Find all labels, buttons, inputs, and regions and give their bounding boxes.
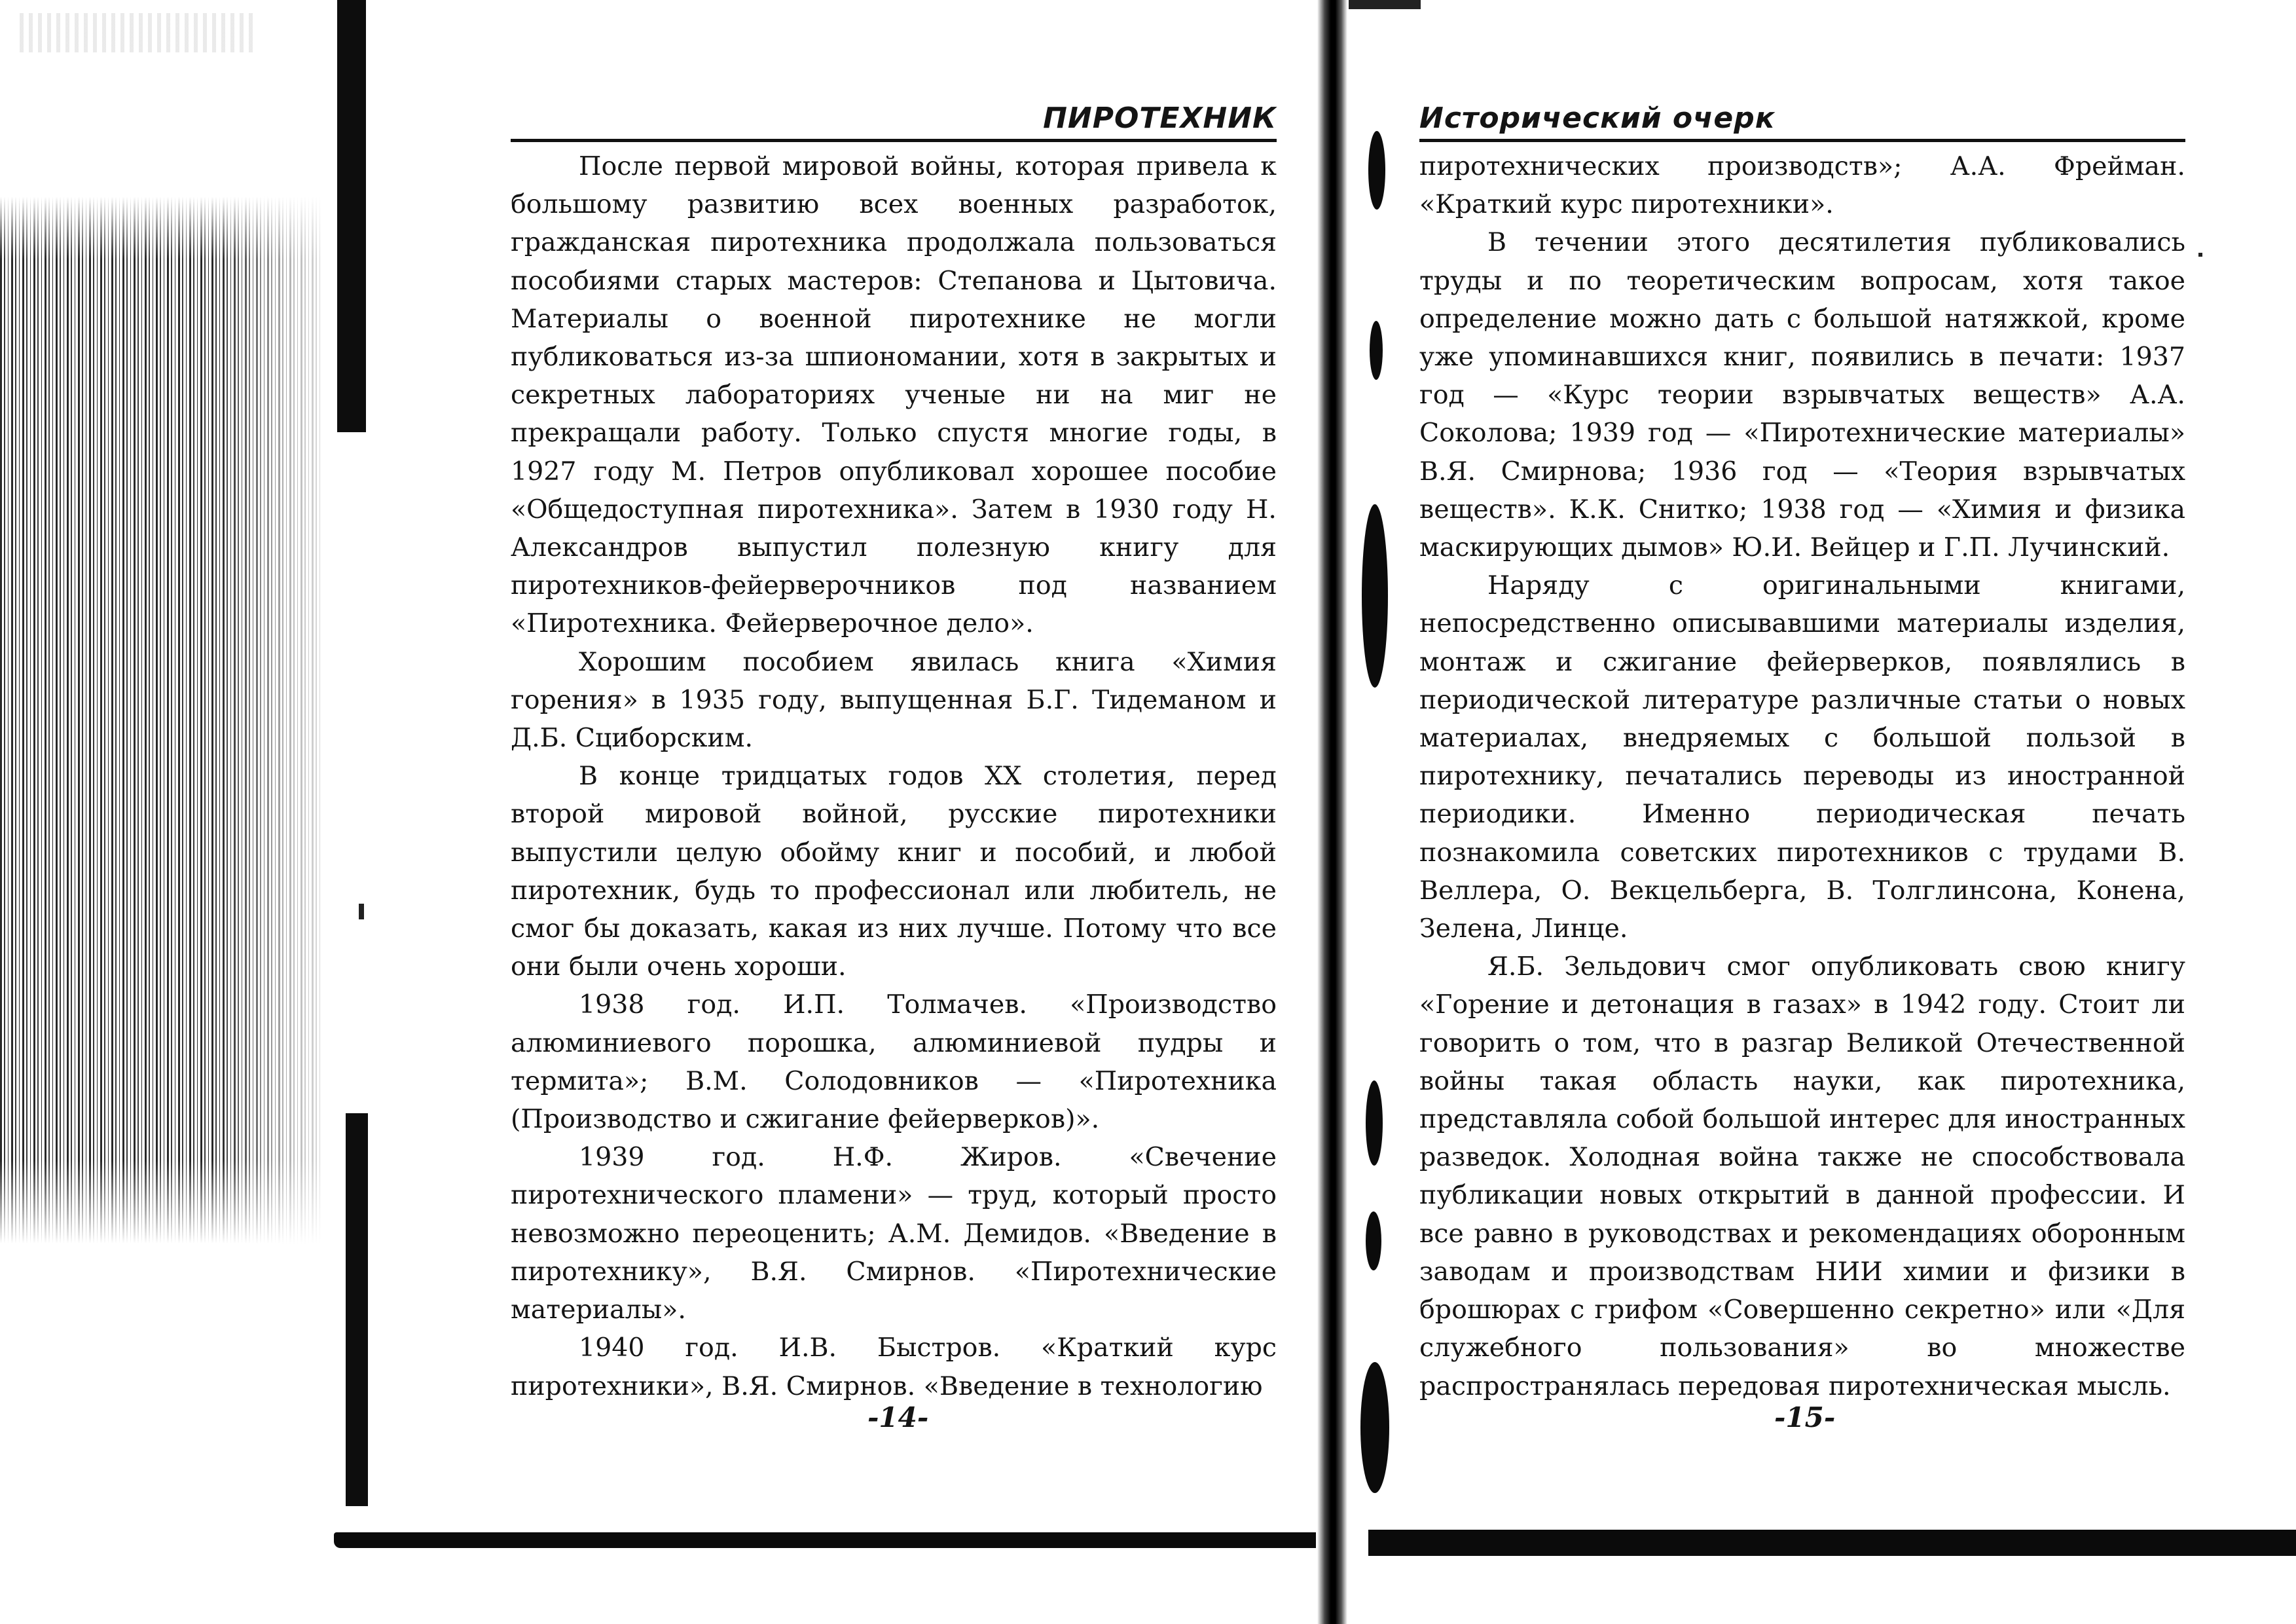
right-running-header: Исторический очерк (1419, 98, 2185, 142)
paragraph: Хорошим пособием явилась книга «Химия горения» в 1935 году, выпущенная Б.Г. Тидеманом и Д.Б. Сциборским. (511, 646, 1277, 754)
paragraph: 1939 год. Н.Ф. Жиров. «Свечение пиротехнического пламени» — труд, который просто невозможно переоценить; А.М. Демидов. «Введение в пиротехнику», В.Я. Смирнов. «Пиротехнические материалы». (511, 1142, 1277, 1325)
right-page-bottom-edge (1368, 1530, 2296, 1556)
paragraph: 1940 год. И.В. Быстров. «Краткий курс пиротехники», В.Я. Смирнов. «Введение в технологию (511, 1333, 1277, 1401)
left-page-number: -14- (867, 1401, 929, 1433)
spine-blot-2 (1370, 321, 1383, 380)
right-page (1419, 98, 2185, 1405)
spine-blot-4 (1366, 1080, 1383, 1166)
left-page-body (511, 147, 1277, 1405)
scan-edge-fade (0, 196, 354, 1244)
spine-blot-6 (1360, 1362, 1389, 1493)
paragraph: пиротехнических производств»; А.А. Фрейман. «Краткий курс пиротехники». (1419, 151, 2185, 220)
paragraph: В течении этого десятилетия публиковались труды и по теоретическим вопросам, хотя такое определение можно дать с большой натяжкой, кроме уже упоминавшихся книг, появились в печати: 1937 год — «Курс теории взрывчатых веществ» А.А. Соколова; 1939 год — «Пиротехнические материалы» В.Я. Смирнова; 1936 год — «Теория взрывчатых веществ». К.К. Снитко; 1938 год — «Химия и физика маскирующих дымов» Ю.И. Вейцер и Г.П. Лучинский. (1419, 227, 2185, 563)
left-page-edge-bar-top (337, 0, 366, 432)
spine-blot-5 (1366, 1211, 1381, 1270)
paragraph: Наряду с оригинальными книгами, непосредственно описывавшими материалы изделия, монтаж и сжигание фейерверков, появлялись в периодической литературе различные статьи о новых материалах, внедряемых с большой пользой в пиротехнику, печатались переводы из иностранной периодики. Именно периодическая печать познакомила советских пиротехников с трудами В. Веллера, О. Векцельберга, В. Толглинсона, Конена, Зелена, Линце. (1419, 570, 2185, 944)
left-page (511, 98, 1277, 1405)
scan-corner-noise (20, 13, 255, 52)
corner-mark-top (1349, 0, 1421, 9)
left-page-bottom-edge (334, 1532, 1316, 1548)
right-page-number: -15- (1774, 1401, 1836, 1433)
paragraph: После первой мировой войны, которая привела к большому развитию всех военных разработок, гражданская пиротехника продолжала пользоваться пособиями старых мастеров: Степанова и Цытовича. Материалы о военной пиротехнике не могли публиковаться из-за шпиономании, хотя в закрытых и секретных лабораториях ученые ни на миг не прекращали работу. Только спустя многие годы, в 1927 году М. Петров опубликовал хорошее пособие «Общедоступная пиротехника». Затем в 1930 году Н. Александров выпустил полезную книгу для пиротехников-фейерверочников под названием «Пиротехника. Фейерверочное дело». (511, 151, 1277, 639)
paragraph: 1938 год. И.П. Толмачев. «Производство алюминиевого порошка, алюминиевой пудры и термита»; В.М. Солодовников — «Пиротехника (Производство и сжигание фейерверков)». (511, 989, 1277, 1135)
book-spine-shadow (1317, 0, 1347, 1624)
spine-blot-1 (1368, 131, 1385, 210)
left-running-header: ПИРОТЕХНИК (511, 98, 1277, 142)
left-edge-tick (359, 904, 364, 919)
spine-blot-3 (1362, 504, 1388, 688)
right-edge-dot (2198, 253, 2202, 257)
paragraph: В конце тридцатых годов XX столетия, перед второй мировой войной, русские пиротехники выпустили целую обойму книг и пособий, и любой пиротехник, будь то профессионал или любитель, не смог бы доказать, какая из них лучше. Потому что все они были очень хороши. (511, 761, 1277, 982)
paragraph: Я.Б. Зельдович смог опубликовать свою книгу «Горение и детонация в газах» в 1942 году. Стоит ли говорить о том, что в разгар Великой Отечественной войны такая область науки, как пиротехника, представляла собой большой интерес для иностранных разведок. Холодная война также не способствовала публикации новых открытий в данной профессии. И все равно в руководствах и рекомендациях оборонным заводам и производствам НИИ химии и физики в брошюрах с грифом «Совершенно секретно» или «Для служебного пользования» во множестве распространялась передовая пиротехническая мысль. (1419, 951, 2185, 1401)
right-page-body (1419, 147, 2185, 1405)
left-page-edge-bar-bottom (346, 1113, 368, 1506)
